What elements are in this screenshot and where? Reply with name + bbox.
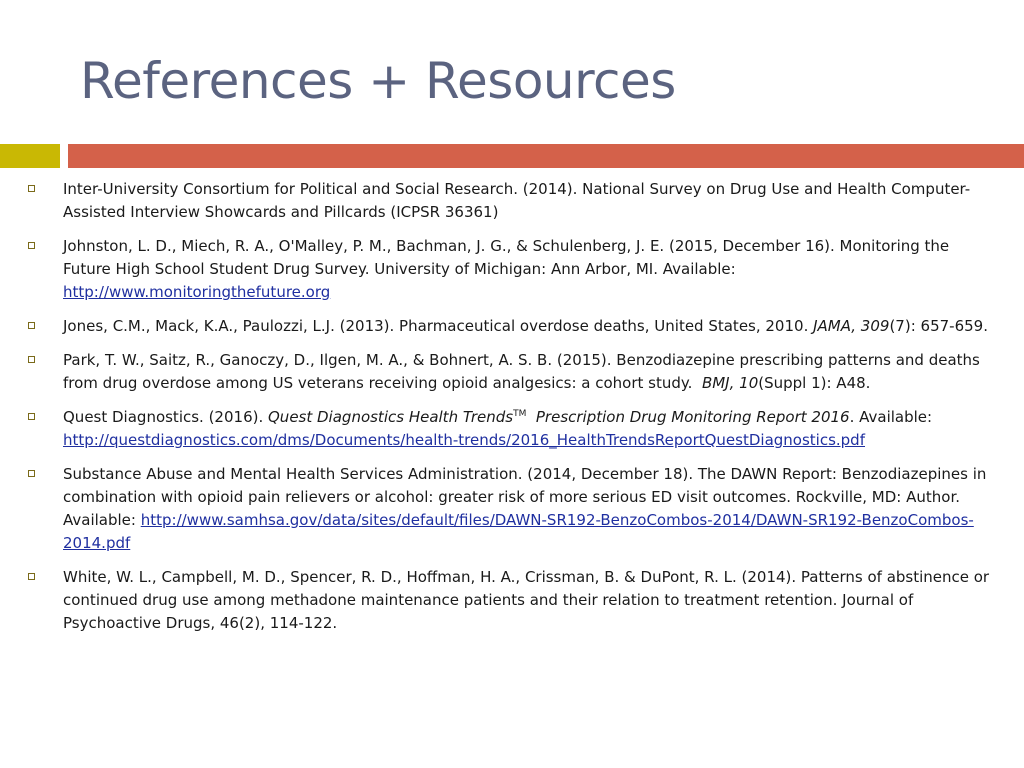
square-bullet-icon (28, 470, 35, 477)
reference-text: Substance Abuse and Mental Health Services Administration. (2014, December 18). The DAWN Report: Benzodiazepines in combination with opioid pain relievers or alcohol: greater risk of more serious ED visit outcomes. Rockville, MD: Author. Available: (63, 465, 987, 529)
reference-text: (7): 657-659. (889, 317, 988, 335)
reference-text: . Available: (849, 408, 933, 426)
slide-title: References + Resources (80, 52, 676, 110)
report-title: Quest Diagnostics Health Trends (268, 408, 514, 426)
accent-bar-right (68, 144, 1024, 168)
reference-text: Quest Diagnostics. (2016). (63, 408, 268, 426)
square-bullet-icon (28, 242, 35, 249)
reference-item (0, 178, 1024, 224)
report-title: Prescription Drug Monitoring Report 2016 (526, 408, 850, 426)
reference-list (0, 178, 1024, 646)
reference-item (0, 406, 1024, 452)
accent-bar-left (0, 144, 60, 168)
reference-link[interactable]: http://www.samhsa.gov/data/sites/default/files/DAWN-SR192-BenzoCombos-2014/DAWN-SR192-BenzoCombos-2014.pdf (63, 511, 974, 552)
journal-name: BMJ, 10 (701, 374, 759, 392)
reference-link[interactable]: http://www.monitoringthefuture.org (63, 283, 331, 301)
reference-text: Park, T. W., Saitz, R., Ganoczy, D., Ilgen, M. A., & Bohnert, A. S. B. (2015). Benzodiazepine prescribing patterns and deaths from drug overdose among US veterans receiving opioid analgesics: a cohort study. (63, 351, 985, 392)
reference-item (0, 349, 1024, 395)
reference-item (0, 315, 1024, 338)
square-bullet-icon (28, 356, 35, 363)
square-bullet-icon (28, 413, 35, 420)
reference-item (0, 235, 1024, 304)
reference-text: White, W. L., Campbell, M. D., Spencer, R. D., Hoffman, H. A., Crissman, B. & DuPont, R. L. (2014). Patterns of abstinence or continued drug use among methadone maintenance patients and their relation to treatment retention. Journal of Psychoactive Drugs, 46(2), 114-122. (63, 568, 990, 632)
reference-link[interactable]: http://questdiagnostics.com/dms/Documents/health-trends/2016_HealthTrendsReportQuestDiagnostics.pdf (63, 431, 865, 449)
reference-text: Inter-University Consortium for Political and Social Research. (2014). National Survey on Drug Use and Health Computer-Assisted Interview Showcards and Pillcards (ICPSR 36361) (63, 180, 971, 221)
reference-text: (Suppl 1): A48. (758, 374, 871, 392)
reference-item (0, 463, 1024, 555)
reference-text: Johnston, L. D., Miech, R. A., O'Malley, P. M., Bachman, J. G., & Schulenberg, J. E. (2015, December 16). Monitoring the Future High School Student Drug Survey. University of Michigan: Ann Arbor, MI. Available: (63, 237, 950, 278)
reference-item (0, 566, 1024, 635)
square-bullet-icon (28, 185, 35, 192)
trademark: TM (513, 409, 527, 419)
square-bullet-icon (28, 573, 35, 580)
square-bullet-icon (28, 322, 35, 329)
reference-text: Jones, C.M., Mack, K.A., Paulozzi, L.J. (2013). Pharmaceutical overdose deaths, United States, 2010. (63, 317, 814, 335)
journal-name: JAMA, 309 (813, 317, 890, 335)
